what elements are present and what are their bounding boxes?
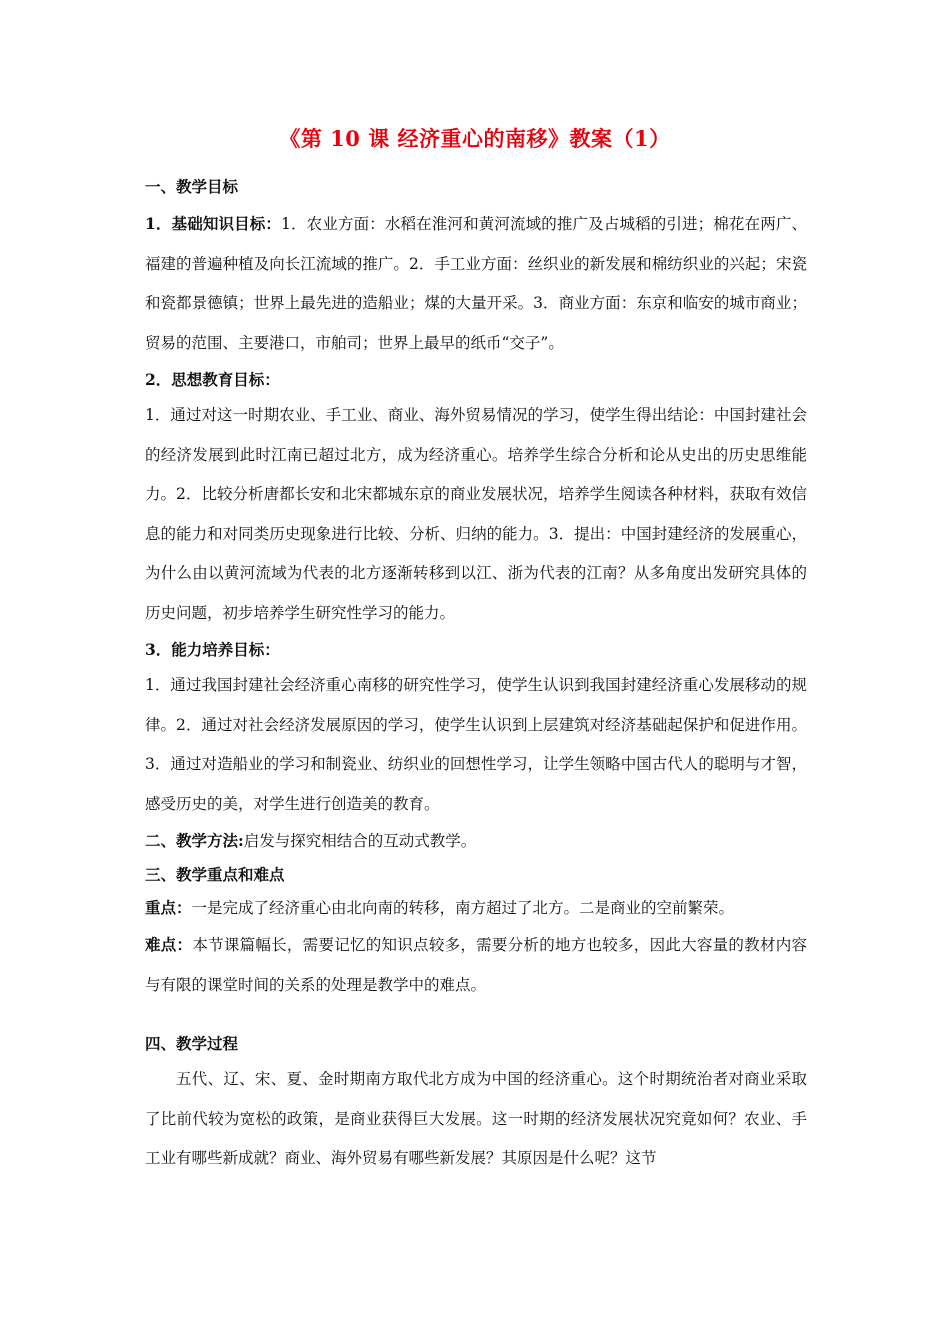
- section-heading-objectives: 一、教学目标: [145, 177, 239, 196]
- label-key-point: 重点：: [145, 898, 192, 917]
- text-process: 五代、辽、宋、夏、金时期南方取代北方成为中国的经济重心。这个时期统治者对商业采取了比前代较为宽松的政策，是商业获得巨大发展。这一时期的经济发展状况究竟如何？农业、手工业有哪些新成就？商业、海外贸易有哪些新发展？其原因是什么呢？这节: [145, 1070, 807, 1167]
- label-knowledge-objectives: 1．基础知识目标：: [145, 214, 282, 233]
- paragraph-key-point: [145, 891, 807, 925]
- text-ability-objectives: 1．通过我国封建社会经济重心南移的研究性学习，使学生认识到我国封建经济重心发展移动的规律。2．通过对社会经济发展原因的学习，使学生认识到上层建筑对经济基础起保护和促进作用。3．通过对造船业的学习和制瓷业、纺织业的回想性学习，让学生领略中国古代人的聪明与才智，感受历史的美，对学生进行创造美的教育。: [145, 676, 807, 813]
- paragraph-difficult-point: [145, 925, 807, 1005]
- text-teaching-method: 启发与探究相结合的互动式教学。: [243, 832, 477, 850]
- spacer: [145, 1005, 807, 1027]
- label-ability-objectives: 3．能力培养目标：: [145, 640, 280, 659]
- paragraph-teaching-method: [145, 824, 807, 858]
- paragraph-knowledge-objectives: [145, 204, 807, 363]
- label-difficult-point: 难点：: [145, 935, 193, 954]
- text-difficult-point: 本节课篇幅长，需要记忆的知识点较多，需要分析的地方也较多，因此大容量的教材内容与有限的课堂时间的关系的处理是教学中的难点。: [145, 936, 807, 994]
- text-key-point: 一是完成了经济重心由北向南的转移，南方超过了北方。二是商业的空前繁荣。: [191, 899, 735, 917]
- text-knowledge-objectives: 1．农业方面：水稻在淮河和黄河流域的推广及占城稻的引进；棉花在两广、福建的普遍种植及向长江流域的推广。2．手工业方面：丝织业的新发展和棉纺织业的兴起；宋瓷和瓷都景德镇；世界上最先进的造船业；煤的大量开采。3．商业方面：东京和临安的城市商业；贸易的范围、主要港口，市舶司；世界上最早的纸币“交子”。: [145, 215, 807, 352]
- label-ideology-objectives: 2．思想教育目标：: [145, 370, 280, 389]
- document-body: [145, 170, 807, 1179]
- section-heading-process: 四、教学过程: [145, 1034, 239, 1053]
- text-ideology-objectives: 1．通过对这一时期农业、手工业、商业、海外贸易情况的学习，使学生得出结论：中国封建社会的经济发展到此时江南已超过北方，成为经济重心。培养学生综合分析和论从史出的历史思维能力。2．比较分析唐都长安和北宋都城东京的商业发展状况，培养学生阅读各种材料，获取有效信息的能力和对同类历史现象进行比较、分析、归纳的能力。3．提出：中国封建经济的发展重心，为什么由以黄河流域为代表的北方逐渐转移到以江、浙为代表的江南？从多角度出发研究具体的历史问题，初步培养学生研究性学习的能力。: [145, 406, 807, 622]
- label-teaching-method: 二、教学方法:: [145, 831, 244, 850]
- document-title: 《第 10 课 经济重心的南移》教案（1）: [279, 126, 671, 151]
- section-heading-key-points: 三、教学重点和难点: [145, 865, 285, 884]
